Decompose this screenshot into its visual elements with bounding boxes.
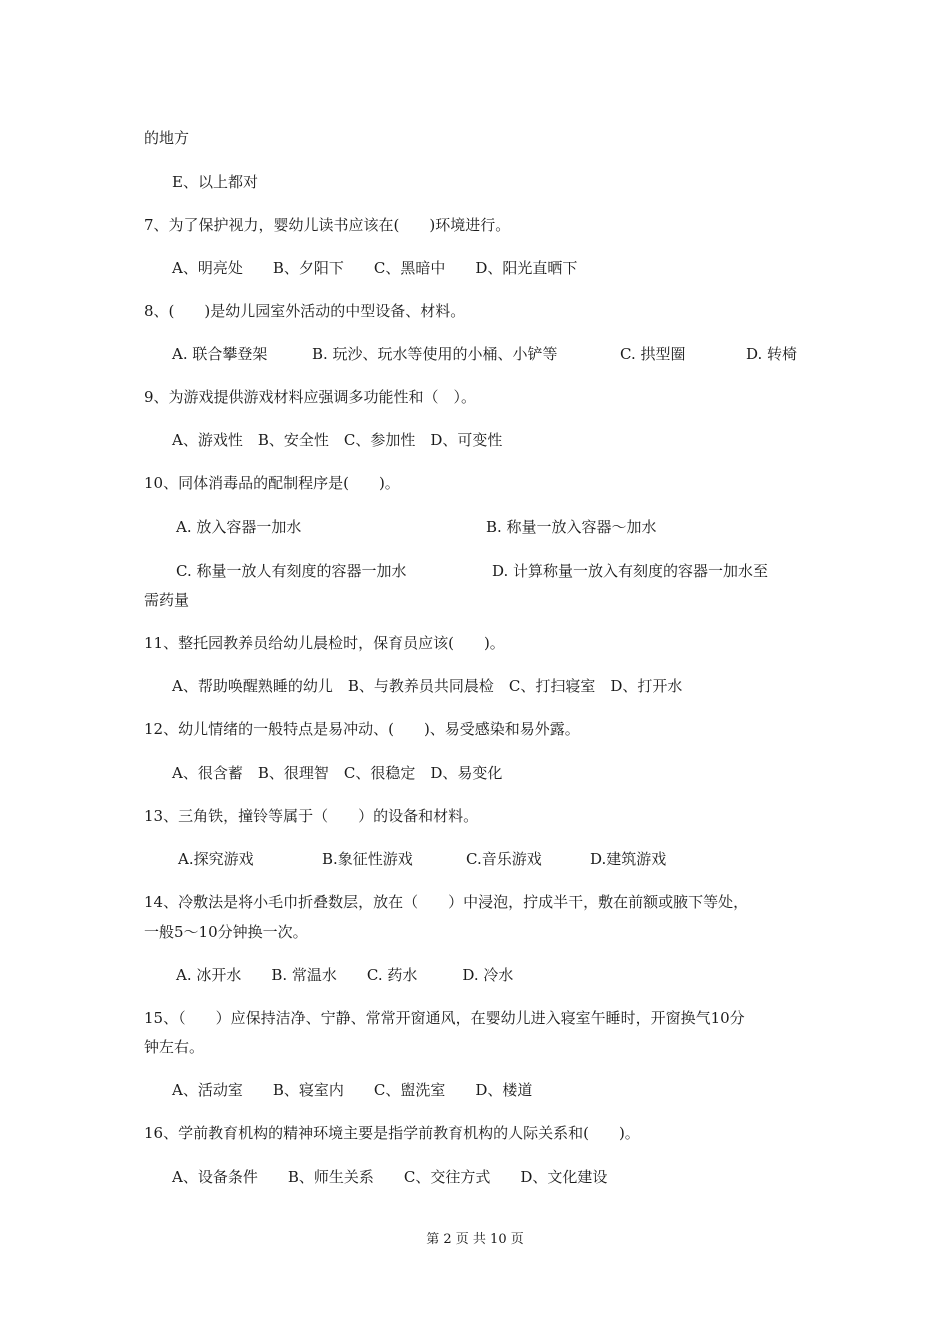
question-11-options: A、帮助唤醒熟睡的幼儿 B、与教养员共同晨检 C、打扫寝室 D、打开水 [172,677,683,695]
question-16: 16、学前教育机构的精神环境主要是指学前教育机构的人际关系和( )。 [144,1124,640,1142]
q6-option-e: E、以上都对 [172,173,258,191]
question-7: 7、为了保护视力，婴幼儿读书应该在( )环境进行。 [144,216,511,234]
question-9: 9、为游戏提供游戏材料应强调多功能性和（ ）。 [144,388,477,406]
question-13-option-b: B.象征性游戏 [322,850,413,868]
question-12: 12、幼儿情绪的一般特点是易冲动、( )、易受感染和易外露。 [144,720,580,738]
question-14: 14、冷敷法是将小毛巾折叠数层，放在（ ）中浸泡，拧成半干，敷在前额或腋下等处， [144,893,749,911]
question-10-option-c: C. 称量一放人有刻度的容器一加水 [176,562,407,580]
question-15: 15、（ ）应保持洁净、宁静、常常开窗通风，在婴幼儿进入寝室午睡时，开窗换气10分 [144,1009,745,1027]
question-11: 11、整托园教养员给幼儿晨检时，保育员应该( )。 [144,634,505,652]
question-8-option-a: A. 联合攀登架 [172,345,268,363]
question-8-option-b: B. 玩沙、玩水等使用的小桶、小铲等 [312,345,558,363]
question-15-options: A、活动室 B、寝室内 C、盥洗室 D、楼道 [172,1081,533,1099]
question-8: 8、( )是幼儿园室外活动的中型设备、材料。 [144,302,466,320]
question-13: 13、三角铁，撞铃等属于（ ）的设备和材料。 [144,807,479,825]
question-9-options: A、游戏性 B、安全性 C、参加性 D、可变性 [172,431,503,449]
question-16-options: A、设备条件 B、师生关系 C、交往方式 D、文化建设 [172,1168,608,1186]
question-10: 10、同体消毒品的配制程序是( )。 [144,474,400,492]
question-13-option-c: C.音乐游戏 [466,850,542,868]
question-8-option-c: C. 拱型圈 [620,345,686,363]
question-10-option-d-continuation: 需药量 [144,591,190,609]
question-15-continuation: 钟左右。 [144,1038,205,1056]
question-13-option-a: A.探究游戏 [178,850,254,868]
question-10-option-d: D. 计算称量一放入有刻度的容器一加水至 [492,562,769,580]
question-8-option-d: D. 转椅 [746,345,798,363]
page-footer: 第 2 页 共 10 页 [426,1232,524,1247]
question-14-options: A. 冰开水 B. 常温水 C. 药水 D. 冷水 [176,966,514,984]
question-7-options: A、明亮处 B、夕阳下 C、黑暗中 D、阳光直晒下 [172,259,578,277]
q6-continuation: 的地方 [144,129,190,147]
question-14-continuation: 一般5～10分钟换一次。 [144,923,308,941]
question-13-option-d: D.建筑游戏 [590,850,667,868]
question-12-options: A、很含蓄 B、很理智 C、很稳定 D、易变化 [172,764,503,782]
question-10-option-b: B. 称量一放入容器～加水 [486,518,657,536]
question-10-option-a: A. 放入容器一加水 [176,518,302,536]
